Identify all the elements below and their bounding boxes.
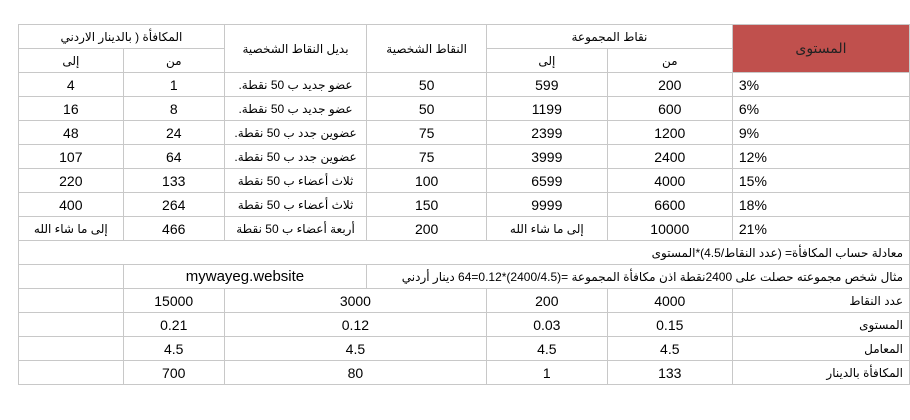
personal-alt-cell: ثلاث أعضاء ب 50 نقطة xyxy=(224,193,366,217)
group-from-cell: 600 xyxy=(607,97,732,121)
personal-alt-cell: عضوين جدد ب 50 نقطة. xyxy=(224,121,366,145)
level-cell: 6% xyxy=(732,97,909,121)
group-points-header: نقاط المجموعة xyxy=(486,25,732,49)
table-row xyxy=(19,169,910,193)
calc-value: 15000 xyxy=(123,289,224,313)
reward-from-header: من xyxy=(123,49,224,73)
empty-cell xyxy=(19,337,124,361)
group-to-cell: 599 xyxy=(486,73,607,97)
reward-to-cell: 48 xyxy=(19,121,124,145)
group-from-cell: 2400 xyxy=(607,145,732,169)
calc-value: 4.5 xyxy=(123,337,224,361)
calc-label: المستوى xyxy=(732,313,909,337)
table-row xyxy=(19,73,910,97)
group-to-cell: 2399 xyxy=(486,121,607,145)
calc-row xyxy=(19,289,910,313)
reward-from-cell: 24 xyxy=(123,121,224,145)
group-from-header: من xyxy=(607,49,732,73)
calc-label: المعامل xyxy=(732,337,909,361)
calc-value: 700 xyxy=(123,361,224,385)
calc-label: عدد النقاط xyxy=(732,289,909,313)
example-text: مثال شخص مجموعته حصلت على 2400نقطة اذن مكافأة المجموعة =(2400/4.5)*0.12=64 دينار أردني xyxy=(367,265,910,289)
reward-from-cell: 8 xyxy=(123,97,224,121)
reward-to-cell: 400 xyxy=(19,193,124,217)
calc-value: 1 xyxy=(486,361,607,385)
level-cell: 3% xyxy=(732,73,909,97)
group-from-cell: 1200 xyxy=(607,121,732,145)
empty-cell xyxy=(19,313,124,337)
calc-value: 4.5 xyxy=(486,337,607,361)
calc-value: 133 xyxy=(607,361,732,385)
personal-points-cell: 100 xyxy=(367,169,487,193)
personal-alt-cell: أربعة أعضاء ب 50 نقطة xyxy=(224,217,366,241)
group-to-cell: إلى ما شاء الله xyxy=(486,217,607,241)
calc-label: المكافأة بالدينار xyxy=(732,361,909,385)
reward-table xyxy=(18,24,910,385)
personal-points-cell: 75 xyxy=(367,121,487,145)
group-to-cell: 1199 xyxy=(486,97,607,121)
group-from-cell: 4000 xyxy=(607,169,732,193)
empty-cell xyxy=(19,361,124,385)
group-to-cell: 9999 xyxy=(486,193,607,217)
table-row xyxy=(19,193,910,217)
personal-points-cell: 200 xyxy=(367,217,487,241)
group-to-header: إلى xyxy=(486,49,607,73)
reward-to-cell: 16 xyxy=(19,97,124,121)
personal-points-cell: 50 xyxy=(367,97,487,121)
personal-points-cell: 75 xyxy=(367,145,487,169)
reward-to-cell: 220 xyxy=(19,169,124,193)
calc-value: 4.5 xyxy=(607,337,732,361)
calc-value: 0.03 xyxy=(486,313,607,337)
group-to-cell: 6599 xyxy=(486,169,607,193)
calc-value: 3000 xyxy=(224,289,486,313)
calc-value: 4.5 xyxy=(224,337,486,361)
level-cell: 21% xyxy=(732,217,909,241)
calc-value: 0.15 xyxy=(607,313,732,337)
empty-cell xyxy=(19,289,124,313)
personal-alt-cell: ثلاث أعضاء ب 50 نقطة xyxy=(224,169,366,193)
personal-points-cell: 150 xyxy=(367,193,487,217)
level-cell: 9% xyxy=(732,121,909,145)
personal-points-cell: 50 xyxy=(367,73,487,97)
group-from-cell: 6600 xyxy=(607,193,732,217)
formula-text: معادلة حساب المكافأة= (عدد النقاط/4.5)*المستوى xyxy=(19,241,910,265)
group-from-cell: 200 xyxy=(607,73,732,97)
calc-value: 0.12 xyxy=(224,313,486,337)
calc-row xyxy=(19,361,910,385)
level-cell: 18% xyxy=(732,193,909,217)
personal-alt-cell: عضو جديد ب 50 نقطة. xyxy=(224,73,366,97)
level-header: المستوى xyxy=(732,25,909,73)
calc-value: 0.21 xyxy=(123,313,224,337)
table-row xyxy=(19,145,910,169)
table-row xyxy=(19,121,910,145)
personal-points-header: النقاط الشخصية xyxy=(367,25,487,73)
table-row xyxy=(19,217,910,241)
reward-from-cell: 64 xyxy=(123,145,224,169)
calc-value: 80 xyxy=(224,361,486,385)
calc-row xyxy=(19,337,910,361)
calc-value: 4000 xyxy=(607,289,732,313)
level-cell: 12% xyxy=(732,145,909,169)
group-from-cell: 10000 xyxy=(607,217,732,241)
reward-from-cell: 466 xyxy=(123,217,224,241)
reward-to-cell: 4 xyxy=(19,73,124,97)
level-cell: 15% xyxy=(732,169,909,193)
website-text: mywayeg.website xyxy=(123,265,367,289)
reward-to-header: إلى xyxy=(19,49,124,73)
empty-cell xyxy=(19,265,124,289)
reward-header: المكافأة ( بالدينار الاردني xyxy=(19,25,225,49)
calc-row xyxy=(19,313,910,337)
reward-from-cell: 1 xyxy=(123,73,224,97)
personal-alt-header: بديل النقاط الشخصية xyxy=(224,25,366,73)
calc-value: 200 xyxy=(486,289,607,313)
personal-alt-cell: عضو جديد ب 50 نقطة. xyxy=(224,97,366,121)
reward-to-cell: 107 xyxy=(19,145,124,169)
group-to-cell: 3999 xyxy=(486,145,607,169)
table-row xyxy=(19,97,910,121)
reward-from-cell: 264 xyxy=(123,193,224,217)
personal-alt-cell: عضوين جدد ب 50 نقطة. xyxy=(224,145,366,169)
reward-to-cell: إلى ما شاء الله xyxy=(19,217,124,241)
reward-from-cell: 133 xyxy=(123,169,224,193)
